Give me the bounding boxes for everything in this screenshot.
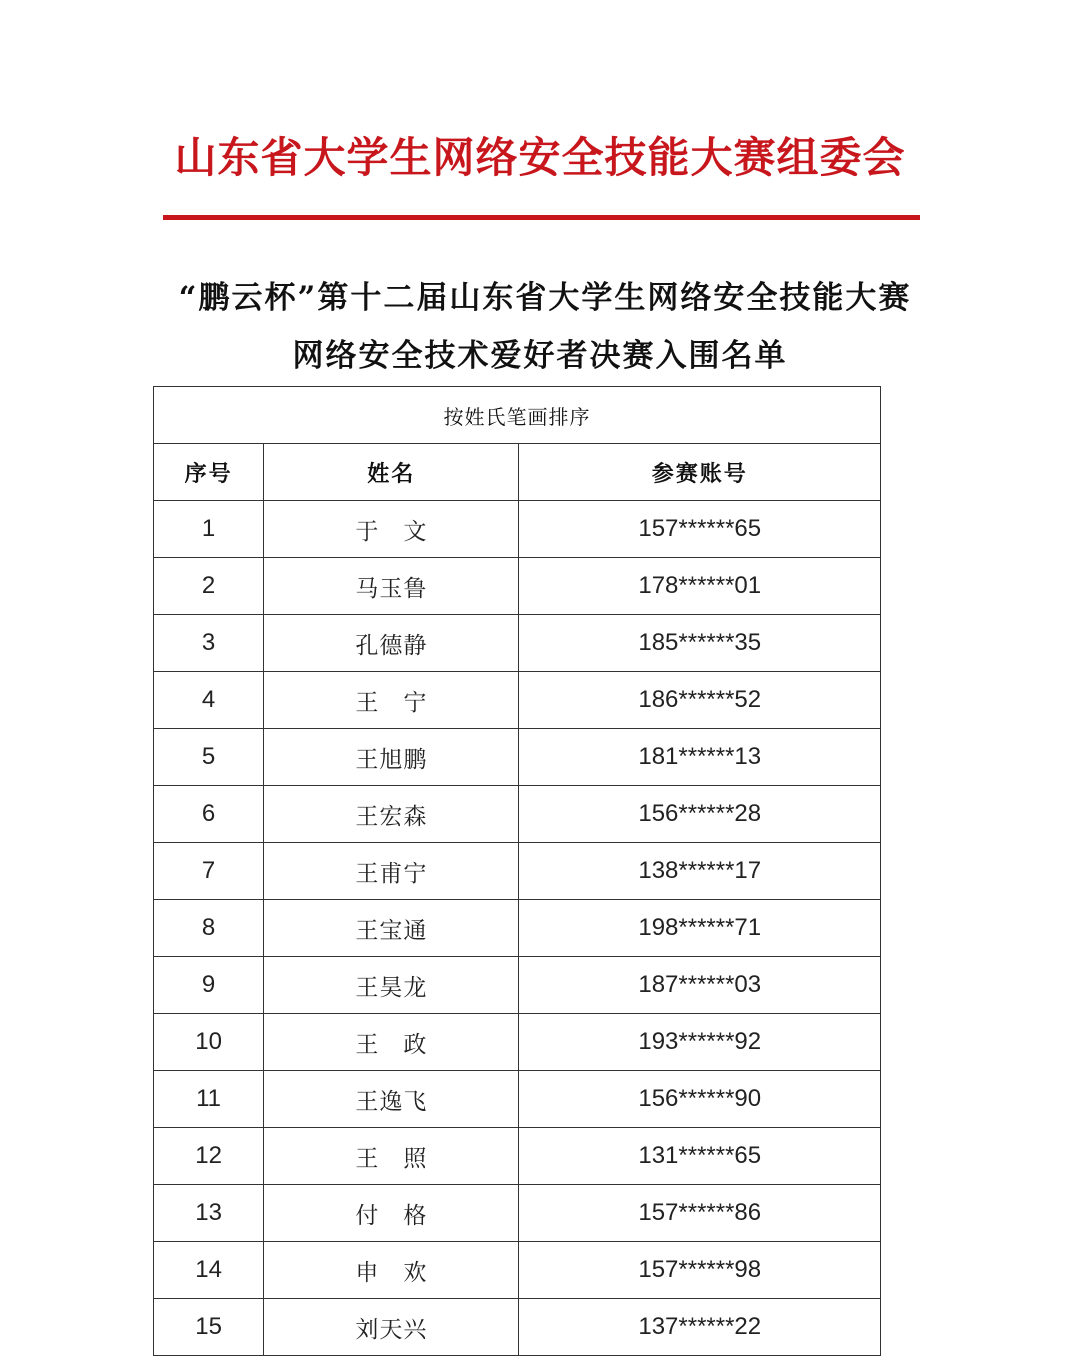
table-header-row [154, 444, 881, 501]
row-name: 孔德静 [264, 615, 519, 672]
organizer-title: 山东省大学生网络安全技能大赛组委会 [174, 133, 906, 182]
row-name: 王 照 [264, 1128, 519, 1185]
row-account: 156******28 [519, 786, 881, 843]
row-name: 于 文 [264, 501, 519, 558]
column-header-account: 参赛账号 [519, 444, 881, 501]
row-name: 王宝通 [264, 900, 519, 957]
table-row [154, 672, 881, 729]
finalist-table-container [153, 386, 881, 1356]
row-account: 181******13 [519, 729, 881, 786]
row-account: 187******03 [519, 957, 881, 1014]
row-name: 王甫宁 [264, 843, 519, 900]
row-account: 156******90 [519, 1071, 881, 1128]
row-name: 马玉鲁 [264, 558, 519, 615]
table-row [154, 615, 881, 672]
row-account: 178******01 [519, 558, 881, 615]
row-number: 8 [154, 900, 264, 957]
table-row [154, 729, 881, 786]
row-number: 4 [154, 672, 264, 729]
row-name: 王逸飞 [264, 1071, 519, 1128]
table-row [154, 558, 881, 615]
row-account: 193******92 [519, 1014, 881, 1071]
table-row [154, 1128, 881, 1185]
row-account: 138******17 [519, 843, 881, 900]
row-number: 10 [154, 1014, 264, 1071]
row-number: 5 [154, 729, 264, 786]
document-title-line1: “鹏云杯”第十二届山东省大学生网络安全技能大赛 [178, 280, 912, 316]
document-title-line2: 网络安全技术爱好者决赛入围名单 [292, 338, 788, 374]
row-number: 12 [154, 1128, 264, 1185]
table-row [154, 786, 881, 843]
table-row [154, 1185, 881, 1242]
row-name: 申 欢 [264, 1242, 519, 1299]
row-name: 王 宁 [264, 672, 519, 729]
row-number: 1 [154, 501, 264, 558]
row-number: 6 [154, 786, 264, 843]
table-row [154, 900, 881, 957]
table-row [154, 843, 881, 900]
table-row [154, 501, 881, 558]
table-body [154, 501, 881, 1356]
header-divider [163, 215, 920, 220]
row-number: 13 [154, 1185, 264, 1242]
row-account: 131******65 [519, 1128, 881, 1185]
table-row [154, 1071, 881, 1128]
table-row [154, 1014, 881, 1071]
row-account: 157******98 [519, 1242, 881, 1299]
column-header-name: 姓名 [264, 444, 519, 501]
row-account: 157******86 [519, 1185, 881, 1242]
row-number: 9 [154, 957, 264, 1014]
row-number: 14 [154, 1242, 264, 1299]
row-number: 3 [154, 615, 264, 672]
row-name: 王昊龙 [264, 957, 519, 1014]
row-account: 185******35 [519, 615, 881, 672]
table-row [154, 1242, 881, 1299]
table-caption: 按姓氏笔画排序 [154, 387, 881, 444]
row-number: 11 [154, 1071, 264, 1128]
row-name: 付 格 [264, 1185, 519, 1242]
row-account: 186******52 [519, 672, 881, 729]
finalist-table [153, 386, 881, 1356]
row-number: 7 [154, 843, 264, 900]
table-caption-row [154, 387, 881, 444]
row-number: 2 [154, 558, 264, 615]
table-row [154, 1299, 881, 1356]
row-name: 王旭鹏 [264, 729, 519, 786]
row-account: 157******65 [519, 501, 881, 558]
column-header-number: 序号 [154, 444, 264, 501]
row-account: 137******22 [519, 1299, 881, 1356]
row-name: 王宏森 [264, 786, 519, 843]
row-name: 王 政 [264, 1014, 519, 1071]
row-number: 15 [154, 1299, 264, 1356]
row-account: 198******71 [519, 900, 881, 957]
table-row [154, 957, 881, 1014]
row-name: 刘天兴 [264, 1299, 519, 1356]
